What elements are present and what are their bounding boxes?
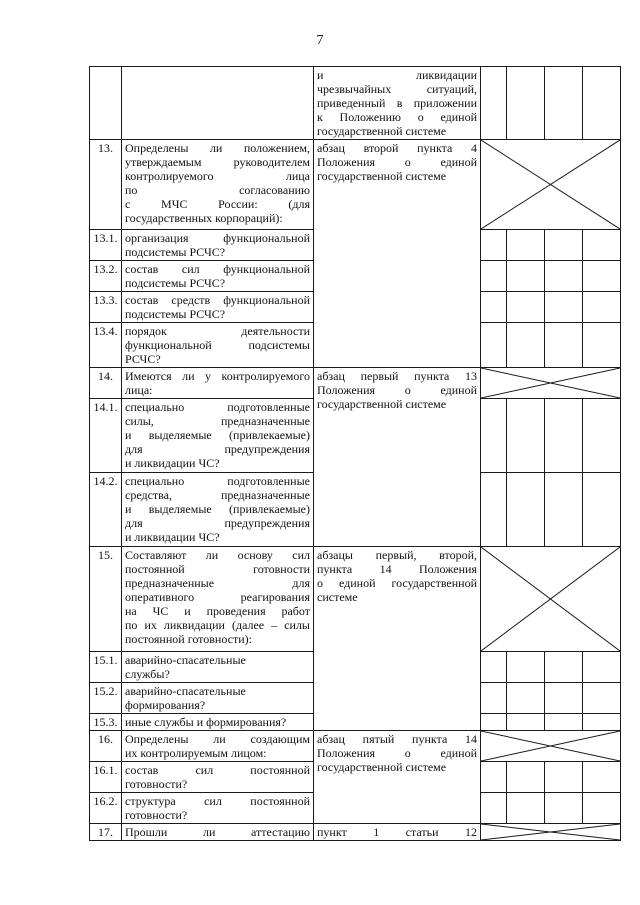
question-line: подсистемы РСЧС? [125,245,226,259]
question-cell [122,652,314,683]
question-line: специально подготовленные [125,474,310,488]
question-line: порядок деятельности [125,324,310,338]
reference-line: абзац пятый пункта 14 [317,732,477,746]
reference-cell [314,824,481,841]
question-line: по их ликвидации (далее – силы [125,618,310,632]
question-line: иные службы и формирования? [125,715,287,729]
row-number: 15.1. [90,652,122,683]
answer-cell [481,292,507,323]
reference-cell [314,547,481,731]
question-cell [122,683,314,714]
reference-line: абзацы первый, второй, [317,548,477,562]
reference-cell [314,67,481,140]
answer-cell [545,652,583,683]
reference-line: государственной системе [317,124,447,138]
question-line: средства, предназначенные [125,488,310,502]
answer-cell [481,323,507,368]
answer-cell [507,652,545,683]
table-row [90,547,621,652]
answer-cell [507,473,545,547]
question-line: для предупреждения [125,516,310,530]
question-line: РСЧС? [125,352,161,366]
row-number: 15. [90,547,122,652]
answer-cell [481,652,507,683]
answer-cell [481,261,507,292]
row-number: 14. [90,368,122,399]
answer-cell [583,683,621,714]
reference-line: пункта 14 Положения [317,562,477,576]
answer-cell [481,683,507,714]
cross-mark-icon [481,824,620,840]
answer-cell [507,230,545,261]
answer-cell [545,714,583,731]
question-line: контролируемого лица [125,169,310,183]
cross-mark-icon [481,368,620,398]
question-line: подсистемы РСЧС? [125,276,226,290]
answer-cell [545,762,583,793]
question-line: готовности? [125,777,188,791]
row-number: 16. [90,731,122,762]
answer-cell [583,67,621,140]
cross-mark-icon [481,140,620,229]
row-number: 13.1. [90,230,122,261]
answer-cell [507,292,545,323]
crossed-out-cell [481,140,621,230]
answer-cell [481,230,507,261]
question-cell [122,473,314,547]
cross-mark-icon [481,731,620,761]
reference-line: и ликвидации [317,68,477,82]
answer-cell [545,793,583,824]
question-line: подсистемы РСЧС? [125,307,226,321]
row-number: 17. [90,824,122,841]
table-row [90,140,621,230]
answer-cell [481,473,507,547]
question-line: на ЧС и проведения работ [125,604,310,618]
checklist-table [89,66,621,841]
question-line: функциональной подсистемы [125,338,310,352]
question-line: состав сил функциональной [125,262,310,276]
question-line: с МЧС России: (для [125,197,310,211]
question-line: оперативного реагирования [125,590,310,604]
question-line: утверждаемым руководителем [125,155,310,169]
answer-cell [583,793,621,824]
reference-line: пункт 1 статьи 12 [317,825,477,839]
answer-cell [545,399,583,473]
question-line: организация функциональной [125,231,310,245]
reference-line: Положения о единой [317,746,477,760]
crossed-out-cell [481,368,621,399]
question-cell [122,762,314,793]
row-number: 15.2. [90,683,122,714]
row-number: 14.1. [90,399,122,473]
question-cell [122,714,314,731]
answer-cell [583,762,621,793]
question-line: постоянной готовности): [125,632,252,646]
question-line: Имеются ли у контролируемого [125,369,310,383]
question-cell [122,793,314,824]
cross-mark-icon [481,547,620,651]
question-line: силы, предназначенные [125,414,310,428]
answer-cell [583,652,621,683]
question-line: формирования? [125,698,206,712]
crossed-out-cell [481,547,621,652]
question-cell [122,140,314,230]
row-number: 13.4. [90,323,122,368]
answer-cell [583,261,621,292]
question-line: Прошли ли аттестацию [125,825,310,839]
reference-line: Положения о единой [317,155,477,169]
question-line: аварийно-спасательные [125,684,246,698]
reference-line: чрезвычайных ситуаций, [317,82,477,96]
question-cell [122,230,314,261]
row-number [90,67,122,140]
question-line: государственных корпораций): [125,211,283,225]
reference-cell [314,731,481,824]
answer-cell [545,230,583,261]
answer-cell [583,323,621,368]
answer-cell [507,323,545,368]
question-line: и выделяемые (привлекаемые) [125,428,310,442]
question-line: и ликвидации ЧС? [125,530,220,544]
reference-cell [314,368,481,547]
answer-cell [507,793,545,824]
question-line: состав сил постоянной [125,763,310,777]
question-cell [122,67,314,140]
answer-cell [481,399,507,473]
question-line: аварийно-спасательные [125,653,246,667]
reference-line: о единой государственной [317,576,477,590]
reference-line: государственной системе [317,169,447,183]
question-cell [122,399,314,473]
reference-line: к Положению о единой [317,110,477,124]
answer-cell [507,714,545,731]
question-line: их контролируемым лицом: [125,746,267,760]
row-number: 16.1. [90,762,122,793]
page-number: 7 [316,33,324,48]
answer-cell [583,230,621,261]
question-line: предназначенные для [125,576,310,590]
question-cell [122,824,314,841]
answer-cell [481,762,507,793]
row-number: 13. [90,140,122,230]
question-line: лица: [125,383,153,397]
row-number: 14.2. [90,473,122,547]
reference-line: системе [317,590,358,604]
reference-line: Положения о единой [317,383,477,397]
question-cell [122,292,314,323]
table-row [90,824,621,841]
question-line: структура сил постоянной [125,794,310,808]
answer-cell [545,261,583,292]
answer-cell [481,793,507,824]
row-number: 16.2. [90,793,122,824]
question-line: и ликвидации ЧС? [125,456,220,470]
question-cell [122,261,314,292]
question-line: для предупреждения [125,442,310,456]
answer-cell [507,399,545,473]
row-number: 15.3. [90,714,122,731]
reference-line: государственной системе [317,760,447,774]
question-line: по согласованию [125,183,310,197]
answer-cell [507,261,545,292]
table-row [90,368,621,399]
answer-cell [583,714,621,731]
crossed-out-cell [481,731,621,762]
crossed-out-cell [481,824,621,841]
question-line: и выделяемые (привлекаемые) [125,502,310,516]
question-line: постоянной готовности [125,562,310,576]
table-row [90,731,621,762]
answer-cell [583,473,621,547]
answer-cell [545,67,583,140]
answer-cell [545,473,583,547]
question-cell [122,323,314,368]
reference-line: приведенный в приложении [317,96,477,110]
question-cell [122,731,314,762]
table-row [90,67,621,140]
question-cell [122,547,314,652]
row-number: 13.3. [90,292,122,323]
answer-cell [507,762,545,793]
answer-cell [545,323,583,368]
question-line: специально подготовленные [125,400,310,414]
reference-line: абзац второй пункта 4 [317,141,477,155]
question-line: Определены ли положением, [125,141,310,155]
question-cell [122,368,314,399]
question-line: готовности? [125,808,188,822]
answer-cell [583,292,621,323]
answer-cell [481,714,507,731]
question-line: службы? [125,667,170,681]
answer-cell [481,67,507,140]
answer-cell [507,67,545,140]
question-line: Составляют ли основу сил [125,548,310,562]
row-number: 13.2. [90,261,122,292]
question-line: Определены ли создающим [125,732,310,746]
answer-cell [507,683,545,714]
question-line: состав средств функциональной [125,293,310,307]
answer-cell [545,292,583,323]
reference-line: абзац первый пункта 13 [317,369,477,383]
answer-cell [545,683,583,714]
reference-cell [314,140,481,368]
reference-line: государственной системе [317,397,447,411]
answer-cell [583,399,621,473]
